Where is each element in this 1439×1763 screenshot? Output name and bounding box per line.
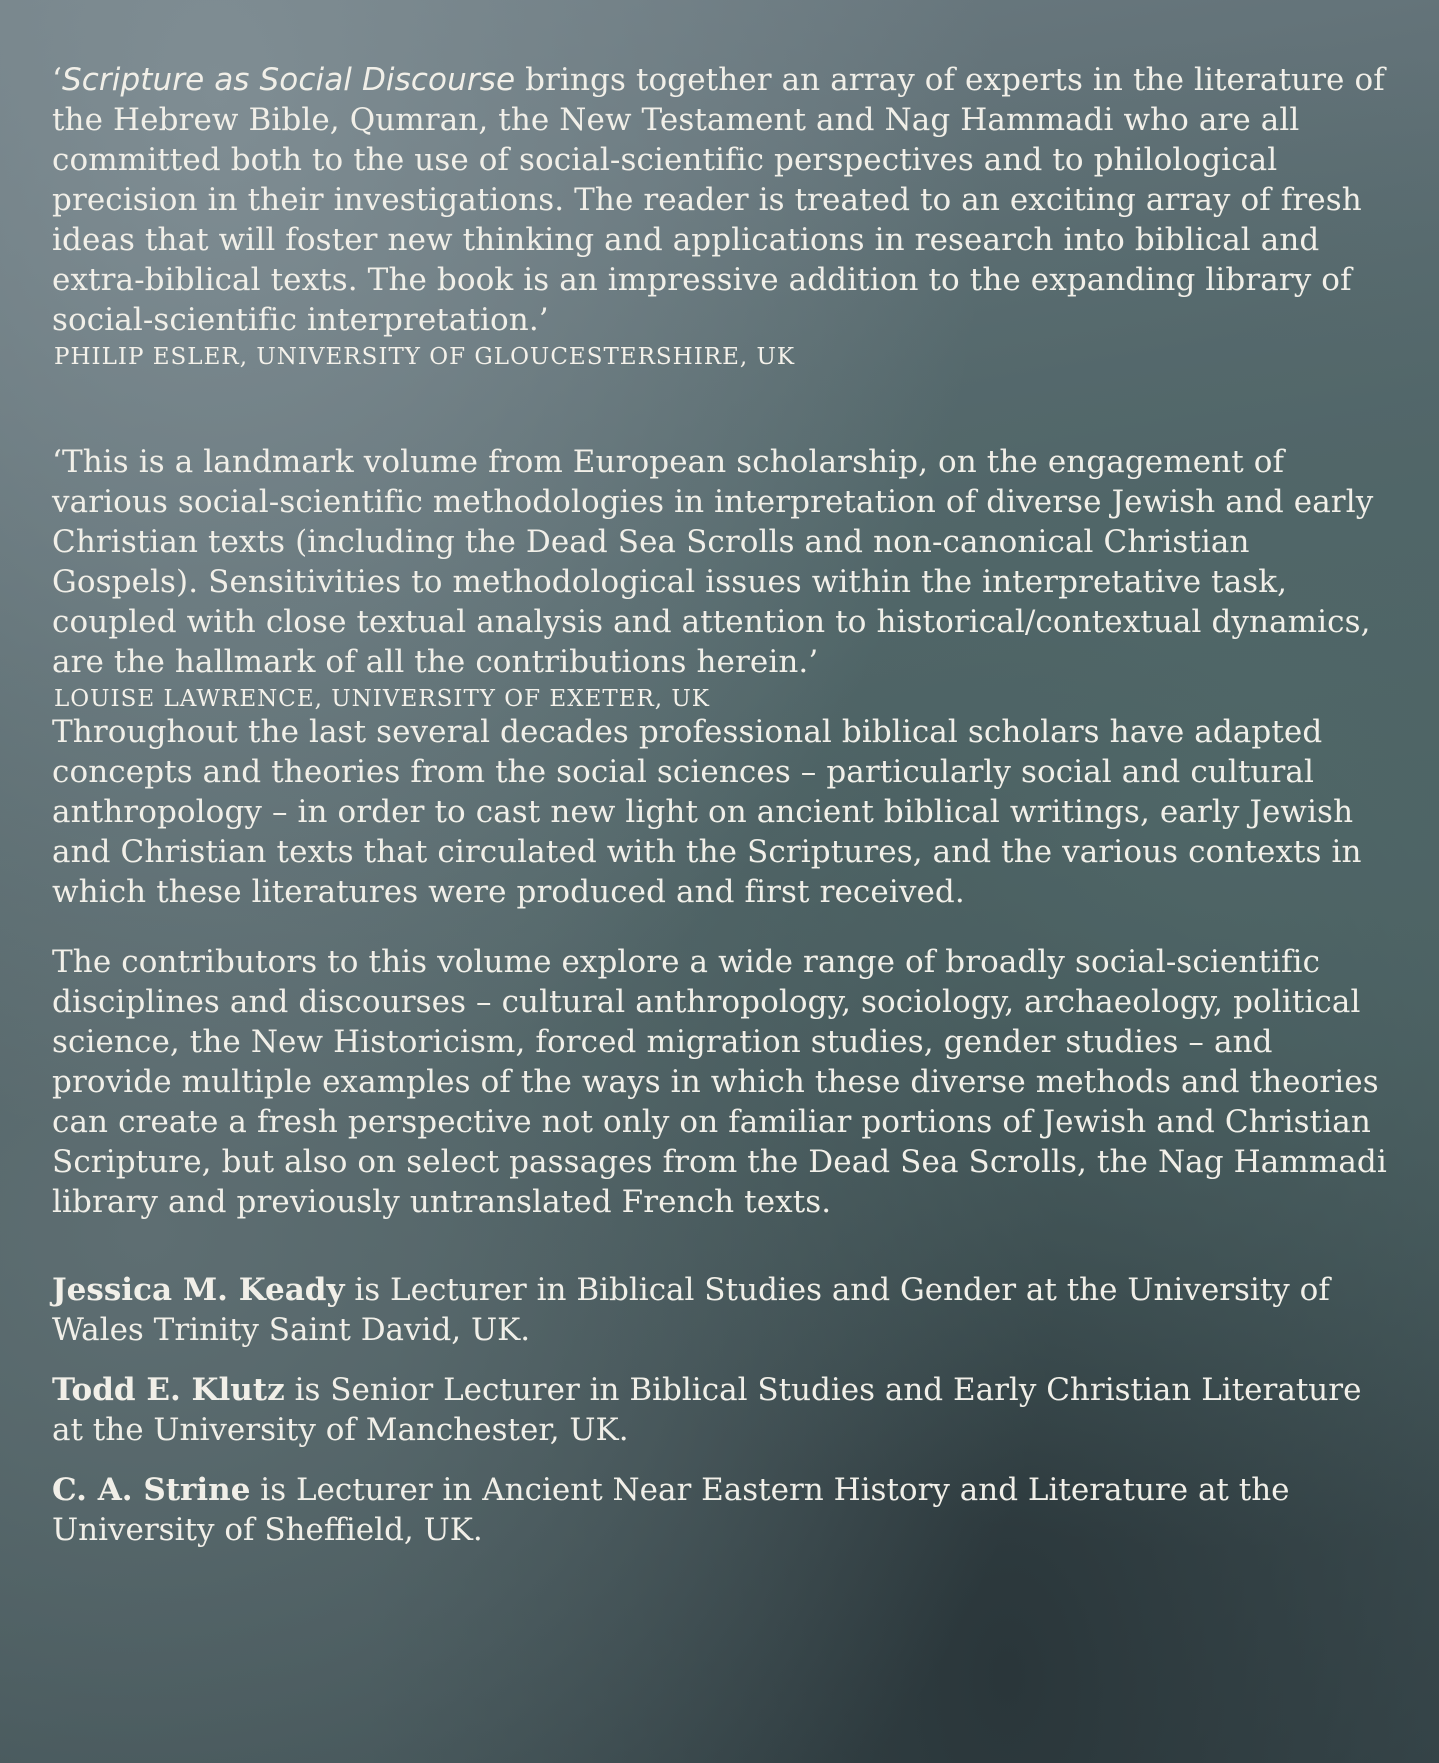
editor-name: Todd E. Klutz	[52, 1372, 285, 1408]
editor-name: C. A. Strine	[52, 1472, 251, 1508]
book-title: Scripture as Social Discourse	[61, 62, 516, 98]
endorsement-attribution: LOUISE LAWRENCE, UNIVERSITY OF EXETER, UK	[54, 686, 710, 712]
editor-bio	[52, 1270, 1392, 1350]
editor-bio-text: is Lecturer in Biblical Studies and Gender at the University of Wales Trinity Saint David, UK.	[52, 1272, 1330, 1348]
endorsement-attribution: PHILIP ESLER, UNIVERSITY OF GLOUCESTERSHIRE, UK	[54, 344, 796, 370]
endorsement-quote: ‘This is a landmark volume from European scholarship, on the engagement of various social-scientific methodologies in interpretation of diverse Jewish and early Christian texts (including the Dead Sea Scrolls and non-canonical Christian Gospels). Sensitivities to methodological issues within the interpretative task, coupled with close textual analysis and attention to historical/contextual dynamics, are the hallmark of all the contributions herein.’	[52, 444, 1374, 680]
endorsement-text: brings together an array of experts in the literature of the Hebrew Bible, Qumran, the New Testament and Nag Hammadi who are all committed both to the use of social-scientific perspectives and to philological precision in their investigations. The reader is treated to an exciting array of fresh ideas that will foster new thinking and applications in research into biblical and extra-biblical texts. The book is an impressive addition to the expanding library of social-scientific interpretation.’	[52, 62, 1385, 338]
editor-bio-text: is Lecturer in Ancient Near Eastern History and Literature at the University of Sheffield, UK.	[52, 1472, 1290, 1548]
blurb-paragraph-2: The contributors to this volume explore a wide range of broadly social-scientific disciplines and discourses – cultural anthropology, sociology, archaeology, political science, the New Historicism, forced migration studies, gender studies – and provide multiple examples of the ways in which these diverse methods and theories can create a fresh perspective not only on familiar portions of Jewish and Christian Scripture, but also on select passages from the Dead Sea Scrolls, the Nag Hammadi library and previously untranslated French texts.	[52, 944, 1387, 1220]
endorsement-lawrence	[52, 442, 1392, 712]
endorsement-quote	[52, 60, 1392, 340]
editor-bio	[52, 1370, 1392, 1450]
blurb-paragraph-1: Throughout the last several decades professional biblical scholars have adapted concepts and theories from the social sciences – particularly social and cultural anthropology – in order to cast new light on ancient biblical writings, early Jewish and Christian texts that circulated with the Scriptures, and the various contexts in which these literatures were produced and first received.	[52, 714, 1362, 910]
editor-bio-text: is Senior Lecturer in Biblical Studies and Early Christian Literature at the University of Manchester, UK.	[52, 1372, 1362, 1448]
editor-name: Jessica M. Keady	[52, 1272, 345, 1308]
endorsement-esler	[52, 60, 1392, 370]
editor-bio	[52, 1470, 1392, 1550]
open-quote-mark: ‘	[52, 62, 62, 98]
